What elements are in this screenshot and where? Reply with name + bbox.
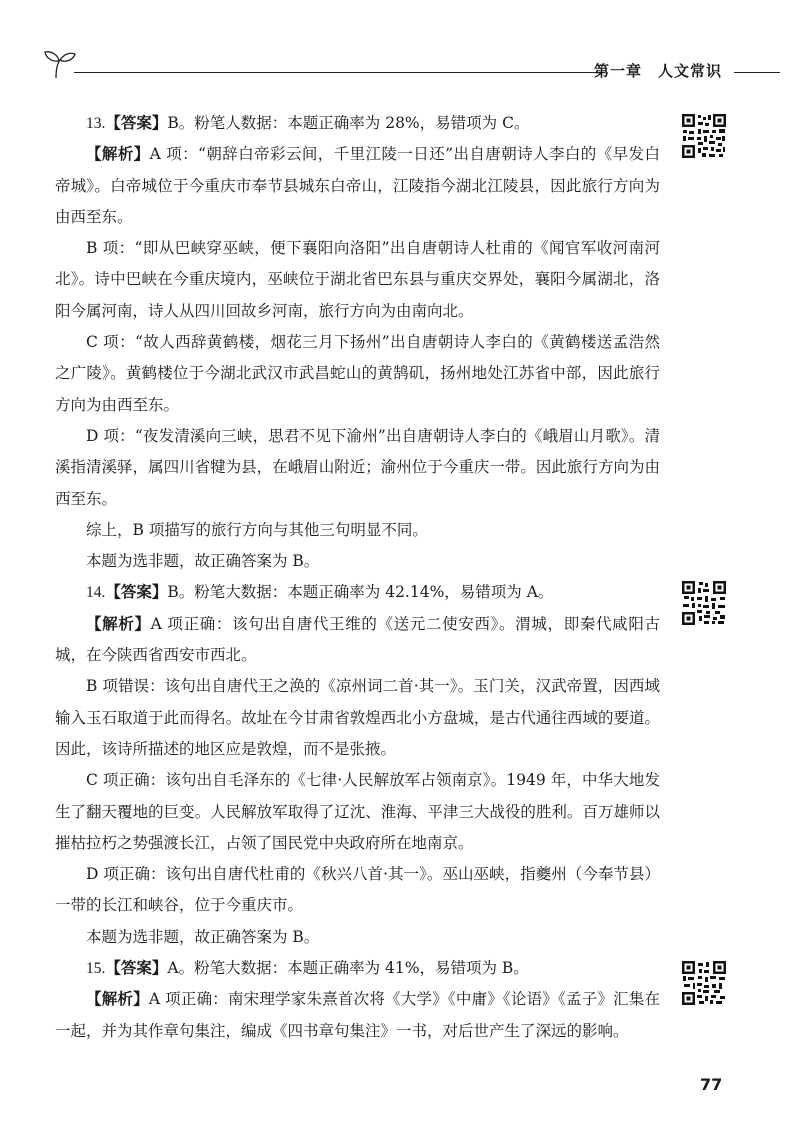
chapter-number: 第一章 (594, 62, 643, 80)
analysis-tag: 【解析】 (86, 614, 151, 633)
page-header (42, 48, 772, 88)
analysis-paragraph (55, 139, 660, 233)
answer-text: A。粉笔大数据：本题正确率为 41%，易错项为 B。 (167, 959, 529, 978)
analysis-paragraph: B 项：“即从巴峡穿巫峡，便下襄阳向洛阳”出自唐朝诗人杜甫的《闻官军收河南河北》。诗中巴峡在今重庆境内，巫峡位于湖北省巴东县与重庆交界处，襄阳今属湖北，洛阳今属河南，诗人从四川回故乡河南，旅行方向为由南向北。 (55, 239, 660, 320)
qr-code-icon[interactable] (681, 960, 727, 1006)
answer-explanations (55, 108, 660, 1047)
sprout-logo-icon (42, 48, 78, 82)
question-number: 15. (86, 960, 106, 978)
analysis-paragraph (55, 609, 660, 672)
page-number: 77 (700, 1075, 723, 1094)
analysis-tag: 【解析】 (86, 990, 149, 1009)
header-rule-right (734, 72, 780, 73)
analysis-paragraph: D 项：“夜发清溪向三峡，思君不见下渝州”出自唐朝诗人李白的《峨眉山月歌》。清溪指清溪驿，属四川省犍为县，在峨眉山附近；渝州位于今重庆一带。因此旅行方向为由西至东。 (55, 426, 660, 508)
answer-tag: 【答案】 (105, 583, 168, 602)
question-number: 13. (86, 115, 106, 132)
answer-tag: 【答案】 (105, 114, 168, 132)
answer-line-14 (55, 577, 660, 608)
answer-line-15 (55, 953, 660, 984)
analysis-paragraph: C 项：“故人西辞黄鹤楼，烟花三月下扬州”出自唐朝诗人李白的《黄鹤楼送孟浩然之广陵》。黄鹤楼位于今湖北武汉市武昌蛇山的黄鹄矶，扬州地处江苏省中部，因此旅行方向为由西至东。 (55, 333, 660, 414)
chapter-title (594, 60, 722, 81)
answer-text: B。粉笔大数据：本题正确率为 42.14%，易错项为 A。 (167, 583, 554, 602)
conclusion-paragraph: 本题为选非题，故正确答案为 B。 (86, 552, 320, 571)
analysis-tag: 【解析】 (86, 145, 150, 164)
analysis-text: A 项正确：南宋理学家朱熹首次将《大学》《中庸》《论语》《孟子》汇集在一起，并为其作章句集注，编成《四书章句集注》一书，对后世产生了深远的影响。 (55, 990, 660, 1040)
analysis-text: A 项：“朝辞白帝彩云间，千里江陵一日还”出自唐朝诗人李白的《早发白帝城》。白帝城位于今重庆市奉节县城东白帝山，江陵指今湖北江陵县，因此旅行方向为由西至东。 (55, 145, 660, 226)
answer-tag: 【答案】 (105, 959, 168, 978)
answer-line-13 (55, 108, 660, 139)
question-number: 14. (86, 584, 106, 602)
summary-paragraph: 综上，B 项描写的旅行方向与其他三句明显不同。 (86, 520, 428, 539)
answer-text: B。粉笔人数据：本题正确率为 28%，易错项为 C。 (167, 114, 530, 132)
analysis-text: A 项正确：该句出自唐代王维的《送元二使安西》。渭城，即秦代咸阳古城，在今陕西省西安市西北。 (55, 614, 660, 665)
chapter-name: 人文常识 (658, 62, 723, 80)
analysis-paragraph: D 项正确：该句出自唐代杜甫的《秋兴八首·其一》。巫山巫峡，指夔州（今奉节县）一带的长江和峡谷，位于今重庆市。 (55, 865, 660, 915)
conclusion-paragraph: 本题为选非题，故正确答案为 B。 (86, 927, 320, 946)
analysis-paragraph: C 项正确：该句出自毛泽东的《七律·人民解放军占领南京》。1949 年，中华大地发生了翻天覆地的巨变。人民解放军取得了辽沈、淮海、平津三大战役的胜利。百万雄师以摧枯拉朽之势强渡长江，占领了国民党中央政府所在地南京。 (55, 771, 660, 852)
header-rule-left (74, 72, 604, 73)
analysis-paragraph: B 项错误：该句出自唐代王之涣的《凉州词二首·其一》。玉门关，汉武帝置，因西域输入玉石取道于此而得名。故址在今甘肃省敦煌西北小方盘城，是古代通往西域的要道。因此，该诗所描述的地区应是敦煌，而不是张掖。 (55, 677, 660, 758)
qr-code-icon[interactable] (681, 580, 727, 626)
qr-code-icon[interactable] (681, 113, 727, 159)
analysis-paragraph (55, 984, 660, 1047)
